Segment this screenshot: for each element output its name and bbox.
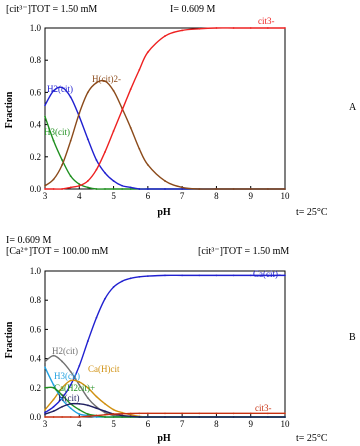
data-point <box>70 416 72 418</box>
data-point <box>121 109 123 111</box>
y-tick-label: 0.8 <box>29 295 41 306</box>
data-point <box>96 407 98 409</box>
data-point <box>87 415 89 417</box>
data-point <box>181 30 183 32</box>
x-tick-label: 6 <box>145 191 151 201</box>
panel-a-label: A <box>349 102 357 113</box>
data-point <box>216 416 218 418</box>
data-point <box>138 276 140 278</box>
data-point <box>181 274 183 276</box>
data-point <box>216 188 218 190</box>
data-point <box>164 412 166 414</box>
data-point <box>87 180 89 182</box>
panel-b-xlabel: pH <box>157 433 171 444</box>
panel-b-ylabel: Fraction <box>4 321 15 359</box>
series-label: H3(cit) <box>44 127 70 137</box>
data-point <box>267 27 269 29</box>
data-point <box>53 406 55 408</box>
data-point <box>138 416 140 418</box>
data-point <box>78 185 80 187</box>
series-line <box>45 81 285 190</box>
data-point <box>233 416 235 418</box>
data-point <box>130 188 132 190</box>
x-tick-label: 4 <box>77 419 82 429</box>
data-point <box>78 413 80 415</box>
series-label: Ca(H)cit <box>88 364 120 374</box>
data-point <box>164 274 166 276</box>
data-point <box>44 366 46 368</box>
data-point <box>44 116 46 118</box>
series-label: Ca(H2cit)+ <box>54 383 96 393</box>
y-tick-label: 0.0 <box>29 412 41 422</box>
data-point <box>113 413 115 415</box>
y-tick-label: 0.6 <box>29 87 41 98</box>
data-point <box>87 340 89 342</box>
panel-a-ylabel: Fraction <box>4 91 15 129</box>
y-tick-label: 0.4 <box>29 353 41 364</box>
x-tick-label: 10 <box>280 191 290 201</box>
data-point <box>164 188 166 190</box>
data-point <box>53 399 55 401</box>
data-point <box>216 27 218 29</box>
data-point <box>250 188 252 190</box>
data-point <box>284 27 286 29</box>
data-point <box>121 415 123 417</box>
data-point <box>164 35 166 37</box>
panel-a-temperature: t= 25°C <box>296 207 328 218</box>
data-point <box>96 169 98 171</box>
panel-b-temperature: t= 25°C <box>296 433 328 444</box>
plot-frame <box>45 271 285 417</box>
data-point <box>113 286 115 288</box>
data-point <box>44 387 46 389</box>
data-point <box>198 188 200 190</box>
data-point <box>284 416 286 418</box>
data-point <box>164 416 166 418</box>
x-tick-label: 8 <box>214 191 219 201</box>
data-point <box>138 188 140 190</box>
data-point <box>216 412 218 414</box>
data-point <box>104 151 106 153</box>
panel-b-header-left: [Ca²⁺]TOT = 100.00 mM <box>6 246 109 257</box>
data-point <box>53 178 55 180</box>
y-tick-label: 0.2 <box>29 382 41 393</box>
series-label: H(cit)2- <box>92 74 121 84</box>
data-point <box>181 188 183 190</box>
data-point <box>130 277 132 279</box>
data-point <box>250 27 252 29</box>
data-point <box>87 397 89 399</box>
data-point <box>198 28 200 30</box>
panel-b-label: B <box>349 332 356 343</box>
data-point <box>96 396 98 398</box>
data-point <box>284 188 286 190</box>
data-point <box>44 409 46 411</box>
x-tick-label: 9 <box>248 419 253 429</box>
series-label: H3(cit) <box>54 371 80 381</box>
data-point <box>96 317 98 319</box>
data-point <box>70 403 72 405</box>
data-point <box>44 361 46 363</box>
data-point <box>121 185 123 187</box>
data-point <box>61 416 63 418</box>
data-point <box>216 274 218 276</box>
data-point <box>44 185 46 187</box>
x-tick-label: 7 <box>179 191 185 201</box>
data-point <box>147 416 149 418</box>
y-tick-label: 0.6 <box>29 324 41 335</box>
data-point <box>138 412 140 414</box>
x-tick-label: 3 <box>42 419 48 429</box>
series-label: H(cit) <box>58 393 80 403</box>
data-point <box>61 164 63 166</box>
y-tick-label: 0.4 <box>29 119 41 130</box>
data-point <box>104 172 106 174</box>
data-point <box>121 413 123 415</box>
data-point <box>147 188 149 190</box>
y-tick-label: 1.0 <box>29 23 41 33</box>
data-point <box>267 188 269 190</box>
series-label: H2(cit) <box>47 84 73 94</box>
x-tick-label: 5 <box>111 191 116 201</box>
data-point <box>130 415 132 417</box>
data-point <box>53 140 55 142</box>
x-tick-label: 7 <box>179 419 185 429</box>
panel-a-xlabel: pH <box>157 207 171 218</box>
data-point <box>198 416 200 418</box>
data-point <box>113 130 115 132</box>
panel-b-header-right: [cit³⁻]TOT = 1.50 mM <box>198 246 290 257</box>
x-tick-label: 10 <box>280 419 290 429</box>
series-line <box>45 117 285 190</box>
data-point <box>104 410 106 412</box>
data-point <box>61 188 63 190</box>
data-point <box>78 409 80 411</box>
data-point <box>113 409 115 411</box>
data-point <box>198 274 200 276</box>
data-point <box>78 365 80 367</box>
data-point <box>233 27 235 29</box>
data-point <box>61 406 63 408</box>
data-point <box>87 404 89 406</box>
data-point <box>87 138 89 140</box>
data-point <box>44 104 46 106</box>
panel-a-header-right: I= 0.609 M <box>170 4 216 15</box>
data-point <box>61 361 63 363</box>
data-point <box>233 188 235 190</box>
data-point <box>96 188 98 190</box>
data-point <box>70 407 72 409</box>
data-point <box>113 416 115 418</box>
x-tick-label: 8 <box>214 419 219 429</box>
data-point <box>250 412 252 414</box>
data-point <box>164 180 166 182</box>
series-line <box>45 87 285 189</box>
data-point <box>44 416 46 418</box>
data-point <box>53 188 55 190</box>
data-point <box>104 416 106 418</box>
data-point <box>233 412 235 414</box>
panel-b-header-line1: I= 0.609 M <box>6 235 52 246</box>
x-tick-label: 4 <box>77 191 82 201</box>
panel-b-plot <box>30 266 290 429</box>
data-point <box>87 186 89 188</box>
data-point <box>121 280 123 282</box>
data-point <box>284 274 286 276</box>
data-point <box>70 175 72 177</box>
y-tick-label: 0.8 <box>29 55 41 66</box>
data-point <box>284 412 286 414</box>
y-tick-label: 0.2 <box>29 151 41 162</box>
panel-a-plot <box>30 16 290 201</box>
data-point <box>147 164 149 166</box>
x-tick-label: 5 <box>111 419 116 429</box>
data-point <box>113 188 115 190</box>
data-point <box>113 180 115 182</box>
data-point <box>130 186 132 188</box>
data-point <box>147 275 149 277</box>
x-tick-label: 6 <box>145 419 151 429</box>
x-tick-label: 9 <box>248 191 253 201</box>
data-point <box>87 92 89 94</box>
data-point <box>78 416 80 418</box>
y-tick-label: 1.0 <box>29 266 41 276</box>
data-point <box>96 159 98 161</box>
data-point <box>104 403 106 405</box>
data-point <box>104 414 106 416</box>
data-point <box>70 96 72 98</box>
data-point <box>250 274 252 276</box>
data-point <box>78 403 80 405</box>
data-point <box>130 127 132 129</box>
data-point <box>113 90 115 92</box>
data-point <box>233 274 235 276</box>
data-point <box>61 159 63 161</box>
y-tick-label: 0.0 <box>29 184 41 194</box>
data-point <box>181 186 183 188</box>
data-point <box>267 416 269 418</box>
series-label: Ca(cit)- <box>253 269 281 279</box>
data-point <box>147 412 149 414</box>
data-point <box>181 412 183 414</box>
data-point <box>138 69 140 71</box>
data-point <box>44 188 46 190</box>
data-point <box>104 298 106 300</box>
data-point <box>147 51 149 53</box>
data-point <box>70 140 72 142</box>
data-point <box>250 416 252 418</box>
data-point <box>96 415 98 417</box>
data-point <box>87 413 89 415</box>
data-point <box>181 416 183 418</box>
data-point <box>121 188 123 190</box>
data-point <box>198 412 200 414</box>
data-point <box>44 413 46 415</box>
panel-a-header-left: [cit³⁻]TOT = 1.50 mM <box>6 4 98 15</box>
data-point <box>130 413 132 415</box>
series-label: cit3- <box>255 403 272 413</box>
data-point <box>138 148 140 150</box>
x-tick-label: 3 <box>42 191 48 201</box>
data-point <box>78 112 80 114</box>
data-point <box>130 88 132 90</box>
series-label: cit3- <box>258 16 275 26</box>
data-point <box>70 186 72 188</box>
series-label: H2(cit) <box>52 346 78 356</box>
data-point <box>53 410 55 412</box>
data-point <box>104 188 106 190</box>
data-point <box>53 416 55 418</box>
